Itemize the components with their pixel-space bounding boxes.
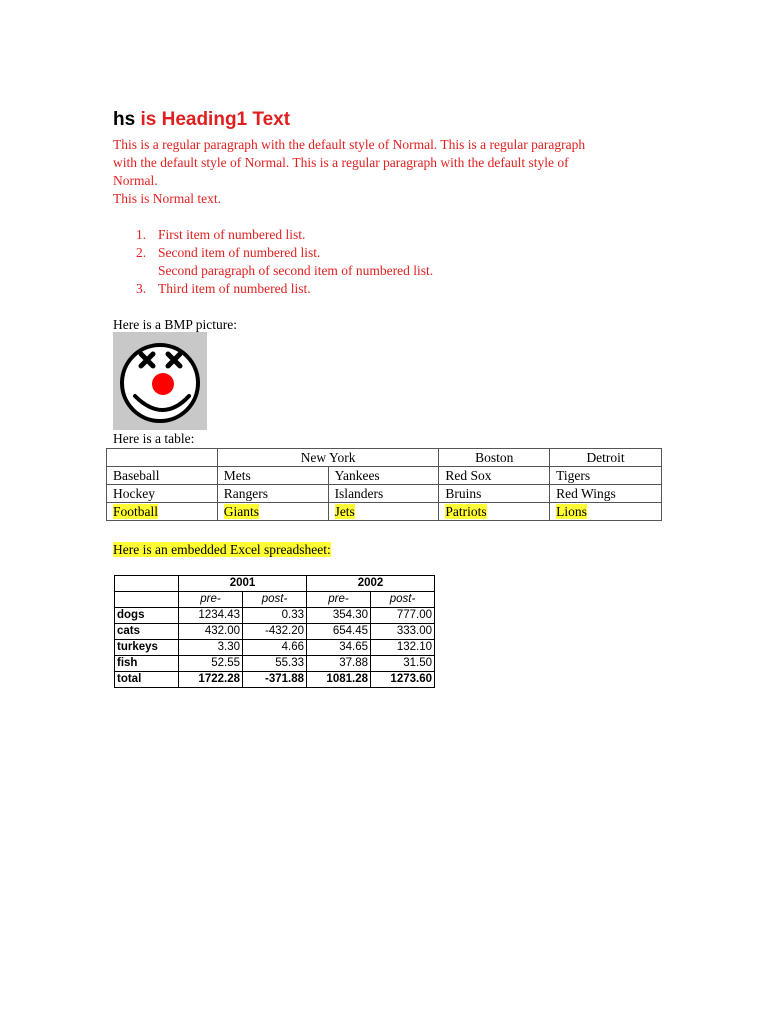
table-cell [217, 503, 328, 521]
table-cell [550, 503, 662, 521]
spreadsheet-cell: 1234.43 [179, 608, 243, 624]
spreadsheet-cell: 0.33 [243, 608, 307, 624]
spreadsheet-cell: 4.66 [243, 640, 307, 656]
spreadsheet-row [115, 624, 435, 640]
table-row [107, 485, 662, 503]
spreadsheet-cell: 31.50 [371, 656, 435, 672]
bmp-label: Here is a BMP picture: [113, 317, 237, 332]
table-cell: Bruins [439, 485, 550, 503]
clown-face-icon [113, 332, 207, 430]
table-header-cell: New York [217, 449, 439, 467]
row-label: fish [115, 656, 179, 672]
table-row [107, 503, 662, 521]
spreadsheet-cell: 654.45 [307, 624, 371, 640]
table-cell: Hockey [107, 485, 218, 503]
table-header-cell: Boston [439, 449, 550, 467]
spreadsheet-year-row [115, 576, 435, 592]
sports-table [106, 448, 662, 521]
spreadsheet-cell: 354.30 [307, 608, 371, 624]
table-cell: Rangers [217, 485, 328, 503]
table-label: Here is a table: [113, 431, 195, 446]
table-cell: Red Sox [439, 467, 550, 485]
spreadsheet-total-row [115, 672, 435, 688]
spreadsheet-cell: 34.65 [307, 640, 371, 656]
spreadsheet-cell: 37.88 [307, 656, 371, 672]
spreadsheet-cell: 1081.28 [307, 672, 371, 688]
row-label: dogs [115, 608, 179, 624]
year-header: 2001 [179, 576, 307, 592]
table-cell: Tigers [550, 467, 662, 485]
row-label: cats [115, 624, 179, 640]
spreadsheet-cell: 432.00 [179, 624, 243, 640]
list-item: First item of numbered list. [158, 227, 306, 242]
highlighted-text: Here is an embedded Excel spreadsheet: [113, 542, 331, 557]
highlighted-text: Jets [334, 504, 355, 519]
heading-rest: is Heading1 Text [140, 109, 291, 130]
excel-label [113, 541, 331, 559]
spreadsheet-row [115, 608, 435, 624]
table-row [107, 467, 662, 485]
sub-header: pre- [307, 592, 371, 608]
spreadsheet-cell [115, 592, 179, 608]
highlighted-text: Patriots [445, 504, 487, 519]
highlighted-text: Giants [223, 504, 260, 519]
table-cell: Mets [217, 467, 328, 485]
heading-lead: hs [113, 109, 136, 130]
spreadsheet-corner [115, 576, 179, 592]
list-item: Second item of numbered list. [158, 245, 321, 260]
list-item-continuation: Second paragraph of second item of numbered list. [158, 263, 434, 278]
paragraph-line: This is a regular paragraph with the default style of Normal. This is a regular paragraph [113, 137, 586, 152]
spreadsheet-row [115, 640, 435, 656]
spreadsheet-cell: 1273.60 [371, 672, 435, 688]
year-header: 2002 [307, 576, 435, 592]
spreadsheet-cell: 132.10 [371, 640, 435, 656]
normal-paragraph [113, 136, 643, 190]
spreadsheet-cell: 1722.28 [179, 672, 243, 688]
sub-header: post- [371, 592, 435, 608]
table-cell: Baseball [107, 467, 218, 485]
list-number: 3. [136, 281, 147, 296]
spreadsheet-cell: 55.33 [243, 656, 307, 672]
highlighted-text: Football [113, 504, 159, 519]
spreadsheet-cell: -432.20 [243, 624, 307, 640]
table-cell: Islanders [328, 485, 439, 503]
table-cell [328, 503, 439, 521]
sub-header: pre- [179, 592, 243, 608]
paragraph-line: with the default style of Normal. This is a regular paragraph with the default style of [113, 155, 569, 170]
row-label: total [115, 672, 179, 688]
spreadsheet-row [115, 656, 435, 672]
page-heading [113, 107, 290, 133]
table-header-cell: Detroit [550, 449, 662, 467]
table-cell: Yankees [328, 467, 439, 485]
normal-text: This is Normal text. [113, 191, 221, 206]
table-header-row [107, 449, 662, 467]
list-number: 1. [136, 227, 147, 242]
spreadsheet-cell: 333.00 [371, 624, 435, 640]
spreadsheet-cell: -371.88 [243, 672, 307, 688]
table-cell [439, 503, 550, 521]
list-item: Third item of numbered list. [158, 281, 311, 296]
paragraph-line: Normal. [113, 173, 158, 188]
table-cell [107, 503, 218, 521]
table-cell [107, 449, 218, 467]
spreadsheet-cell: 52.55 [179, 656, 243, 672]
embedded-spreadsheet [114, 575, 435, 688]
bmp-picture [113, 332, 207, 430]
row-label: turkeys [115, 640, 179, 656]
highlighted-text: Lions [556, 504, 587, 519]
sub-header: post- [243, 592, 307, 608]
spreadsheet-sub-row [115, 592, 435, 608]
spreadsheet-cell: 777.00 [371, 608, 435, 624]
numbered-list [0, 226, 700, 298]
spreadsheet-cell: 3.30 [179, 640, 243, 656]
list-number: 2. [136, 245, 147, 260]
table-cell: Red Wings [550, 485, 662, 503]
